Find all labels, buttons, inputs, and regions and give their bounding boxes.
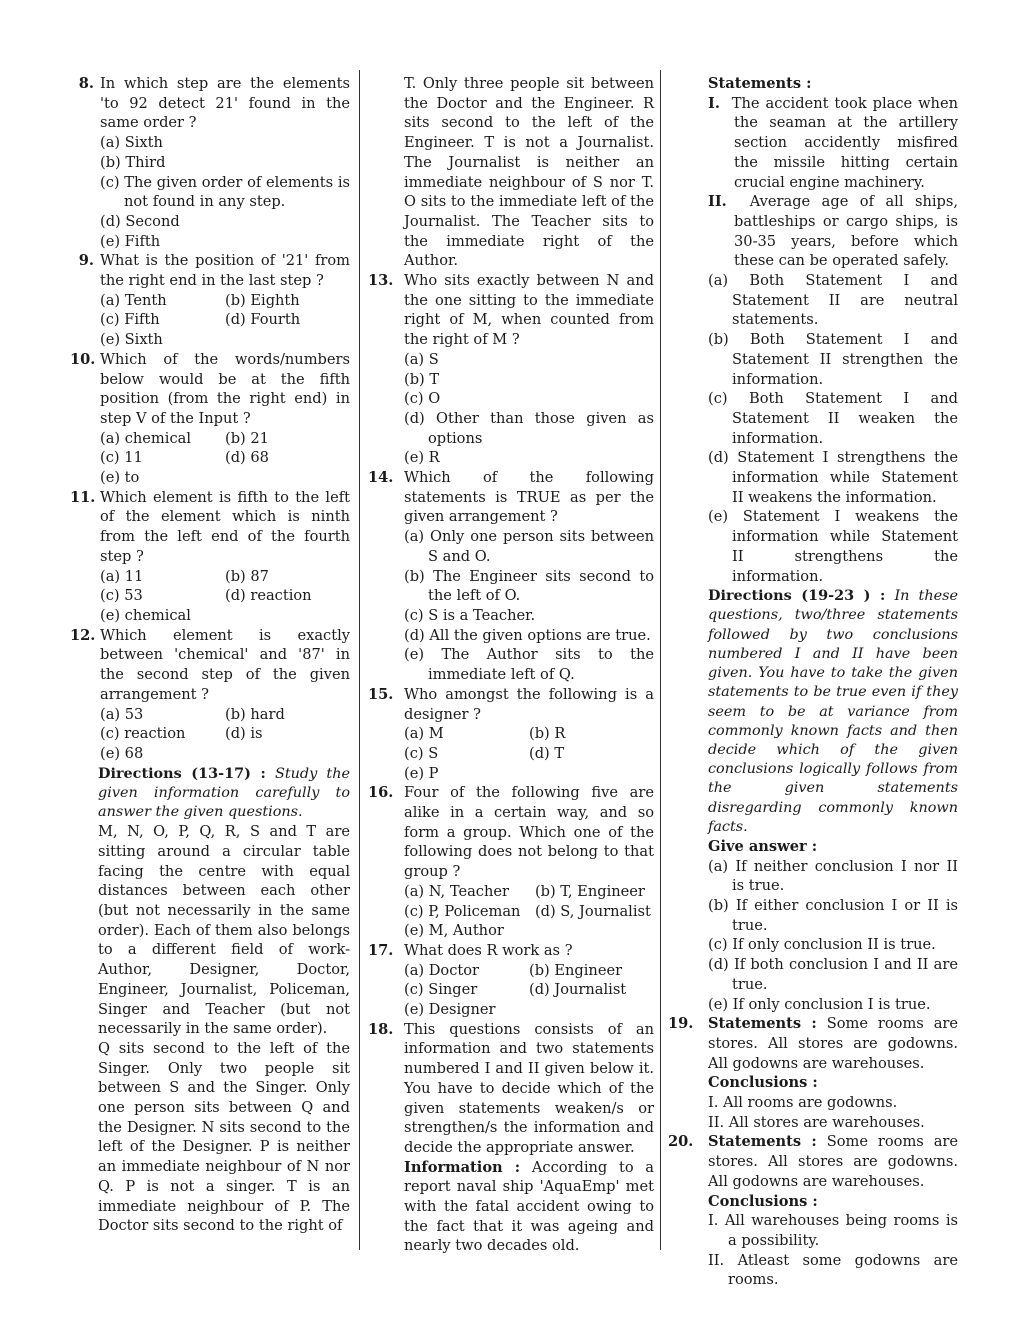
conclusions-label: Conclusions : xyxy=(708,1192,818,1210)
statements-label: Statements : xyxy=(708,1133,817,1151)
statements-label: Statements : xyxy=(708,75,812,92)
option: (e) P xyxy=(404,764,439,782)
question-9 xyxy=(70,251,350,350)
statement-2 xyxy=(708,192,958,271)
option: (c) reaction xyxy=(100,725,186,743)
directions-text: Study the given information carefully to answer the given questions. xyxy=(98,765,350,821)
information-label: Information : xyxy=(404,1158,521,1176)
give-answer-block xyxy=(668,837,958,1014)
directions-label: Directions (13-17) : xyxy=(98,764,266,782)
option: (e) R xyxy=(404,449,440,467)
statements-text: Some rooms are stores. All stores are godowns. All godowns are warehouses. xyxy=(708,1133,959,1190)
question-number: 18. xyxy=(368,1020,394,1038)
statement-number: I. xyxy=(708,94,720,112)
directions-13-17 xyxy=(70,764,350,823)
option: (d) is xyxy=(225,725,263,743)
statements-label: Statements : xyxy=(708,1015,817,1033)
column-divider-right xyxy=(660,70,661,1250)
column-2 xyxy=(368,74,654,1256)
option: (a) S xyxy=(404,350,439,368)
answer-option: (b) If either conclusion I or II is true. xyxy=(708,897,958,934)
column-1 xyxy=(70,74,350,1236)
question-text: Which of the following statements is TRUE as per the given arrangement ? xyxy=(404,469,654,526)
question-number: 12. xyxy=(70,626,96,644)
question-number: 14. xyxy=(368,469,394,487)
question-number: 20. xyxy=(668,1133,694,1151)
statements-block xyxy=(668,74,958,271)
question-number: 15. xyxy=(368,685,394,703)
option: (e) M, Author xyxy=(404,922,504,940)
statement-1 xyxy=(708,94,958,193)
question-text: Which element is exactly between 'chemical' and '87' in the second step of the given arrangement ? xyxy=(100,626,350,703)
option: (c) The given order of elements is not found in any step. xyxy=(100,173,350,211)
option: (e) to xyxy=(100,469,140,487)
option: (e) Statement I weakens the information while Statement II strengthens the information. xyxy=(708,508,958,585)
question-8 xyxy=(70,74,350,251)
column-divider-left xyxy=(359,70,360,1250)
option: (a) N, Teacher xyxy=(404,882,509,900)
question-text: What is the position of '21' from the right end in the last step ? xyxy=(100,252,350,290)
question-11 xyxy=(70,488,350,626)
conclusion: II. All stores are warehouses. xyxy=(708,1113,925,1131)
conclusion: II. Atleast some godowns are rooms. xyxy=(708,1251,958,1289)
question-12 xyxy=(70,626,350,764)
statement-text: Average age of all ships, battleships or cargo ships, is 30-35 years, before which these can be operated safely. xyxy=(734,193,958,270)
question-number: 11. xyxy=(70,488,96,506)
question-14 xyxy=(368,468,654,685)
option: (b) hard xyxy=(225,705,285,723)
directions-19-23 xyxy=(668,586,958,837)
option: (e) Sixth xyxy=(100,331,163,349)
statement-number: II. xyxy=(708,193,727,211)
info-paragraph-2: Q sits second to the left of the Singer. Only two people sit between S and the Singer. Only one person sits between Q and the Designer. N sits second to the left of the Designer. P is neither an immediate neighbour of N nor Q. P is not a singer. T is an immediate neighbour of P. The Doctor sits second to the right of xyxy=(98,1039,350,1235)
question-18 xyxy=(368,1020,654,1256)
question-13 xyxy=(368,271,654,468)
option: (d) S, Journalist xyxy=(534,902,651,920)
answer-option: (a) If neither conclusion I nor II is true. xyxy=(708,857,958,895)
option: (c) P, Policeman xyxy=(404,902,521,920)
option: (c) S xyxy=(404,744,439,762)
option: (b) Third xyxy=(100,153,166,171)
question-text: Who sits exactly between N and the one sitting to the immediate right of M, when counted from the right of M ? xyxy=(404,272,654,349)
question-10 xyxy=(70,350,350,488)
answer-option: (e) If only conclusion I is true. xyxy=(708,995,931,1013)
question-16 xyxy=(368,783,654,941)
question-text: What does R work as ? xyxy=(404,941,573,959)
question-number: 17. xyxy=(368,941,394,959)
option: (e) Fifth xyxy=(100,232,161,250)
option: (b) 87 xyxy=(225,567,269,585)
option: (d) reaction xyxy=(225,587,312,605)
question-number: 19. xyxy=(668,1015,694,1033)
directions-label: Directions (19-23 ) : xyxy=(708,587,886,605)
option: (b) Eighth xyxy=(225,291,300,309)
question-number: 13. xyxy=(368,272,394,290)
option: (d) Statement I strengthens the information while Statement II weakens the information. xyxy=(708,449,958,506)
option: (d) Journalist xyxy=(529,981,627,999)
column-3 xyxy=(668,74,958,1290)
conclusions-label: Conclusions : xyxy=(708,1074,818,1092)
statement-text: The accident took place when the seaman at the artillery section accidently misfired the missile hitting certain crucial engine machinery. xyxy=(731,94,958,191)
question-20 xyxy=(668,1132,958,1290)
option: (a) Both Statement I and Statement II are neutral statements. xyxy=(708,272,958,329)
option: (b) R xyxy=(529,725,566,743)
option: (e) Designer xyxy=(404,1001,496,1019)
question-number: 8. xyxy=(78,75,94,92)
option: (b) The Engineer sits second to the left of O. xyxy=(404,567,654,605)
option: (a) chemical xyxy=(100,429,191,447)
question-17 xyxy=(368,941,654,1020)
option: (b) 21 xyxy=(225,429,269,447)
option: (a) Doctor xyxy=(404,961,480,979)
answer-option: (d) If both conclusion I and II are true. xyxy=(708,956,958,993)
give-answer-label: Give answer : xyxy=(708,837,818,855)
question-text: This questions consists of an information and two statements numbered I and II given below it. You have to decide which of the given statements weaken/s or strengthen/s the information and decide the appropriate answer. xyxy=(404,1020,654,1156)
info-paragraph-3: T. Only three people sit between the Doctor and the Engineer. R sits second to the left of the Engineer. T is not a Journalist. The Journalist is neither an immediate neighbour of S nor T. O sits to the immediate left of the Journalist. The Teacher sits to the immediate right of the Author. xyxy=(404,75,654,270)
question-text: Who amongst the following is a designer ? xyxy=(404,685,654,723)
question-15 xyxy=(368,685,654,784)
option: (d) Second xyxy=(100,212,180,230)
question-19 xyxy=(668,1014,958,1132)
option: (d) 68 xyxy=(225,449,269,467)
question-number: 10. xyxy=(70,350,96,368)
option: (a) Sixth xyxy=(100,134,163,152)
question-text: Which element is fifth to the left of the element which is ninth from the left end of the fourth step ? xyxy=(100,488,350,565)
information-text: According to a report naval ship 'AquaEmp' met with the fatal accident owing to the fact that it was ageing and nearly two decades old. xyxy=(404,1158,654,1255)
statements-text: Some rooms are stores. All stores are godowns. All godowns are warehouses. xyxy=(708,1015,959,1072)
question-text: Four of the following five are alike in a certain way, and so form a group. Which one of the following does not belong to that group ? xyxy=(404,784,654,881)
info-paragraph-1: M, N, O, P, Q, R, S and T are sitting around a circular table facing the centre with equal distances between each other (but not necessarily in the same order). Each of them also belongs to a different field of work- Author, Designer, Doctor, Engineer, Journalist, Policeman, Singer and Teacher (but not necessarily in the same order). xyxy=(98,823,350,1038)
q18-options xyxy=(668,271,958,586)
option: (e) 68 xyxy=(100,744,144,762)
question-number: 16. xyxy=(368,784,394,802)
option: (b) Engineer xyxy=(529,961,623,979)
option: (c) 11 xyxy=(100,449,143,467)
option: (c) O xyxy=(404,390,441,408)
question-text: Which of the words/numbers below would be at the fifth position (from the right end) in step V of the Input ? xyxy=(100,350,350,427)
option: (b) T, Engineer xyxy=(534,882,645,900)
option: (c) S is a Teacher. xyxy=(404,606,536,624)
option: (d) All the given options are true. xyxy=(404,626,651,644)
question-text: In which step are the elements 'to 92 detect 21' found in the same order ? xyxy=(100,75,350,132)
option: (d) Fourth xyxy=(225,311,301,329)
option: (c) Singer xyxy=(404,981,478,999)
answer-option: (c) If only conclusion II is true. xyxy=(708,936,936,954)
conclusion: I. All warehouses being rooms is a possibility. xyxy=(708,1212,958,1249)
option: (b) Both Statement I and Statement II strengthen the information. xyxy=(708,331,958,388)
option: (a) Tenth xyxy=(100,291,167,309)
option: (d) T xyxy=(529,744,565,762)
directions-text: In these questions, two/three statements followed by two conclusions numbered I and II have been given. You have to take the given statements to be true even if they seem to be at variance from commonly known facts and then decide which of the given conclusions logically follows from the given statements disregarding commonly known facts. xyxy=(708,588,959,835)
option: (c) Fifth xyxy=(100,311,160,329)
option: (e) The Author sits to the immediate left of Q. xyxy=(404,646,654,684)
option: (a) 11 xyxy=(100,567,144,585)
option: (a) Only one person sits between S and O. xyxy=(404,528,654,565)
option: (c) Both Statement I and Statement II weaken the information. xyxy=(708,390,958,447)
option: (e) chemical xyxy=(100,606,191,624)
option: (c) 53 xyxy=(100,587,143,605)
option: (b) T xyxy=(404,370,440,388)
option: (a) 53 xyxy=(100,705,144,723)
option: (a) M xyxy=(404,725,444,743)
conclusion: I. All rooms are godowns. xyxy=(708,1094,898,1112)
option: (d) Other than those given as options xyxy=(404,409,654,447)
question-number: 9. xyxy=(78,252,94,270)
